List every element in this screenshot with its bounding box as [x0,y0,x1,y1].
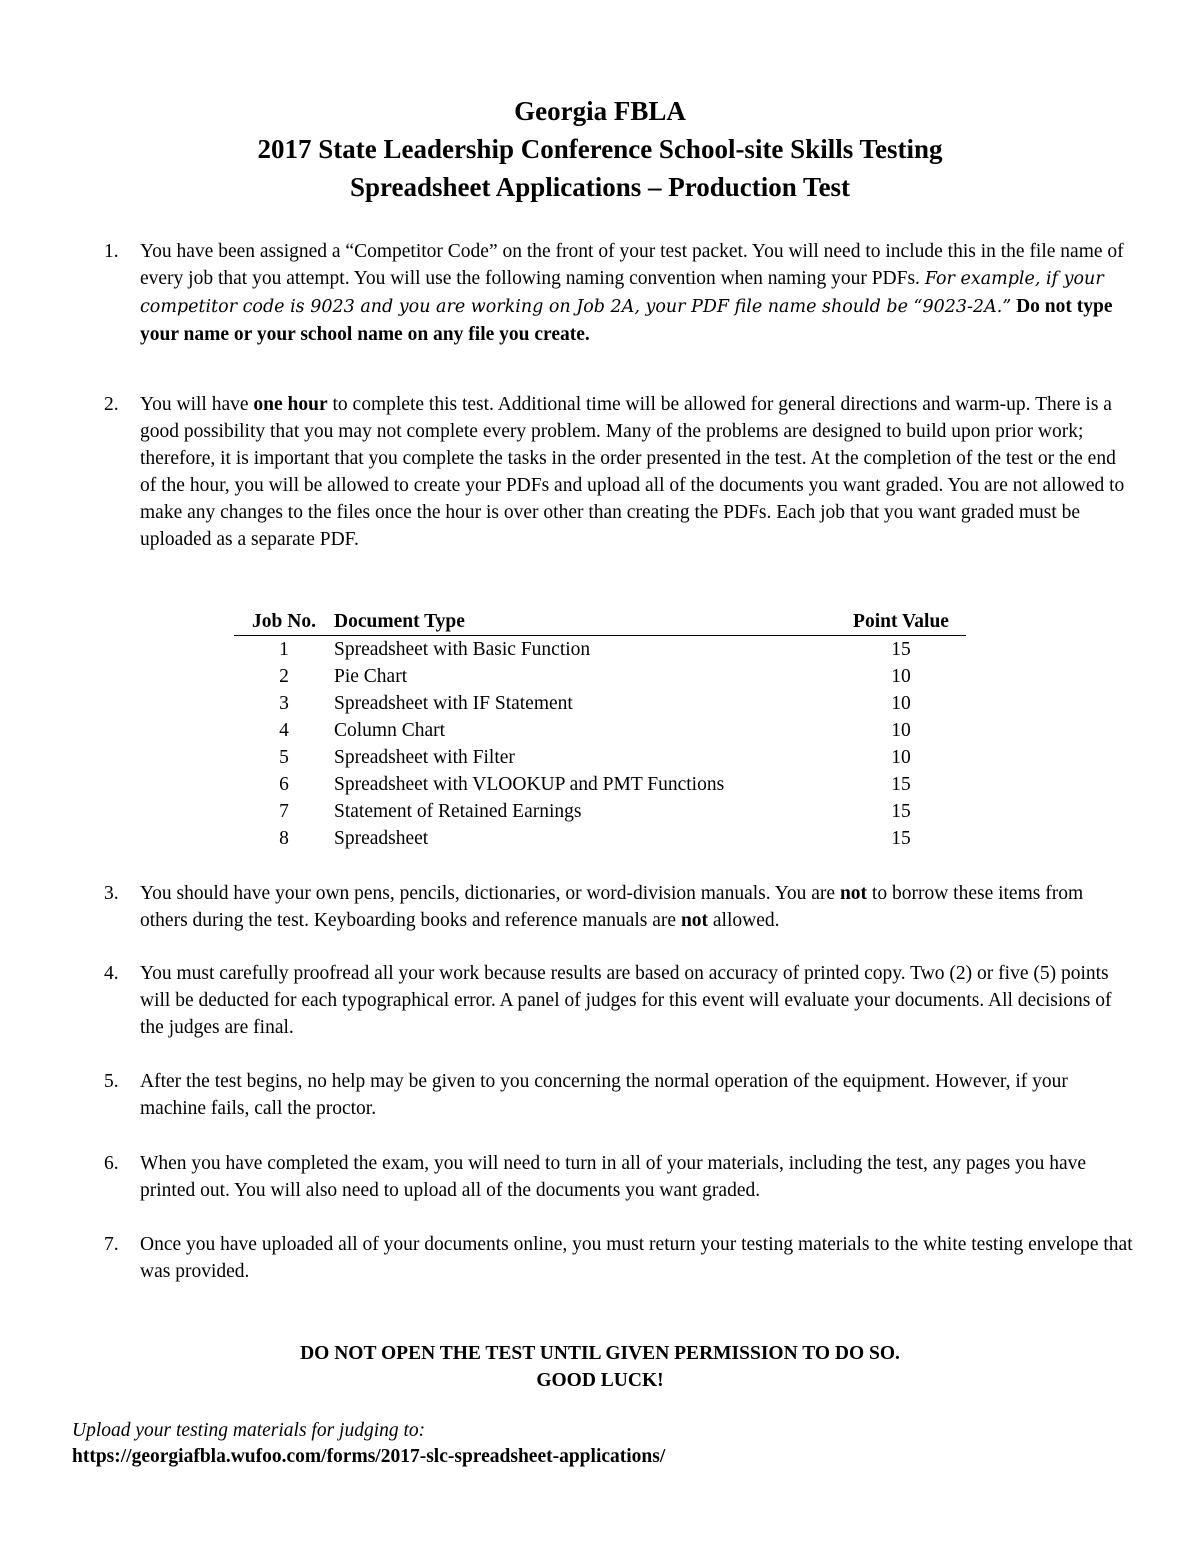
title-org: Georgia FBLA [514,96,686,126]
item-number: 3. [104,883,119,904]
instruction-item-4 [104,960,1134,1041]
document-type: Spreadsheet with VLOOKUP and PMT Functions [334,774,725,795]
job-number: 4 [279,720,289,741]
document-type: Column Chart [334,720,446,741]
instruction-list-3 [104,880,1134,934]
document-type: Spreadsheet [334,828,429,849]
instruction-item-6 [104,1150,1134,1204]
item-text: You must carefully proofread all your work because results are based on accuracy of printed copy. Two (2) or five (5) points will be deducted for each typographical error. A panel of judges for this event will evaluate your documents. All decisions of the judges are final. [140,963,1112,1038]
job-table [234,608,966,852]
instruction-list-5 [104,1068,1134,1122]
upload-label: Upload your testing materials for judging to: [72,1420,426,1441]
header-point-value: Point Value [836,608,966,636]
instruction-item-2 [104,391,1134,553]
name-warning: Do not type your name or your school name on any file you create. [140,296,1113,345]
job-number: 8 [279,828,289,849]
item-number: 1. [104,241,119,262]
instruction-list-1 [104,238,1134,348]
instruction-item-5 [104,1068,1134,1122]
document-type: Pie Chart [334,666,408,687]
item-text: When you have completed the exam, you will need to turn in all of your materials, including the test, any pages you have printed out. You will also need to upload all of the documents you want graded. [140,1153,1087,1201]
instruction-list-7 [104,1231,1134,1285]
document-type: Statement of Retained Earnings [334,801,582,822]
table-row [234,663,966,690]
table-row [234,798,966,825]
header-job-no: Job No. [234,608,334,636]
job-number: 3 [279,693,289,714]
table-row [234,771,966,798]
job-number: 1 [279,639,289,660]
naming-example: For example, if your competitor code is 9023 and you are working on Job 2A, your PDF file name should be “9023-2A.” [140,269,1104,317]
point-value: 10 [891,747,911,768]
item-number: 7. [104,1234,119,1255]
instruction-item-7 [104,1231,1134,1285]
point-value: 10 [891,720,911,741]
time-limit: one hour [253,394,328,415]
instruction-list-2 [104,391,1134,553]
emphasis-not: not [680,910,709,931]
item-text: You will have [140,394,249,415]
good-luck: GOOD LUCK! [536,1370,664,1391]
table-row [234,690,966,717]
document-type: Spreadsheet with Filter [334,747,515,768]
document-type: Spreadsheet with IF Statement [334,693,573,714]
point-value: 15 [891,639,911,660]
instruction-list-4 [104,960,1134,1041]
title-test: Spreadsheet Applications – Production Test [349,172,851,202]
title-block [0,92,1200,206]
title-conference: 2017 State Leadership Conference School-site Skills Testing [257,134,943,164]
header-document-type: Document Type [334,608,836,636]
table-row [234,636,966,664]
item-number: 5. [104,1071,119,1092]
job-number: 7 [279,801,289,822]
table-row [234,744,966,771]
job-number: 6 [279,774,289,795]
table-header-row [234,608,966,636]
point-value: 15 [891,774,911,795]
upload-url[interactable]: https://georgiafbla.wufoo.com/forms/2017-slc-spreadsheet-applications/ [72,1446,666,1467]
point-value: 10 [891,666,911,687]
item-number: 4. [104,963,119,984]
instruction-item-3 [104,880,1134,934]
point-value: 15 [891,828,911,849]
document-type: Spreadsheet with Basic Function [334,639,591,660]
closing-notice [0,1340,1200,1394]
do-not-open-warning: DO NOT OPEN THE TEST UNTIL GIVEN PERMISSION TO DO SO. [300,1343,900,1364]
item-number: 2. [104,394,119,415]
table-row [234,717,966,744]
job-number: 5 [279,747,289,768]
emphasis-not: not [839,883,868,904]
job-number: 2 [279,666,289,687]
item-text: You should have your own pens, pencils, dictionaries, or word-division manuals. You are [140,883,836,904]
instruction-list-6 [104,1150,1134,1204]
table-row [234,825,966,852]
instruction-item-1 [104,238,1134,348]
item-text-end: allowed. [712,910,780,931]
item-text: Once you have uploaded all of your documents online, you must return your testing materials to the white testing envelope that was provided. [140,1234,1133,1282]
item-text: You have been assigned a “Competitor Code” on the front of your test packet. You will need to include this in the file name of every job that you attempt. You will use the following naming convention when naming your PDFs. [140,241,1124,289]
point-value: 15 [891,801,911,822]
point-value: 10 [891,693,911,714]
item-text-continued: to complete this test. Additional time will be allowed for general directions and warm-up. There is a good possibility that you may not complete every problem. Many of the problems are designed to build upon prior work; therefore, it is important that you complete the tasks in the order presented in the test. At the completion of the test or the end of the hour, you will be allowed to create your PDFs and upload all of the documents you want graded. You are not allowed to make any changes to the files once the hour is over other than creating the PDFs. Each job that you want graded must be uploaded as a separate PDF. [140,394,1125,550]
item-text: After the test begins, no help may be given to you concerning the normal operation of the equipment. However, if your machine fails, call the proctor. [140,1071,1068,1119]
item-number: 6. [104,1153,119,1174]
item-text-continued: to borrow these items from others during the test. Keyboarding books and reference manuals are [140,883,1084,931]
